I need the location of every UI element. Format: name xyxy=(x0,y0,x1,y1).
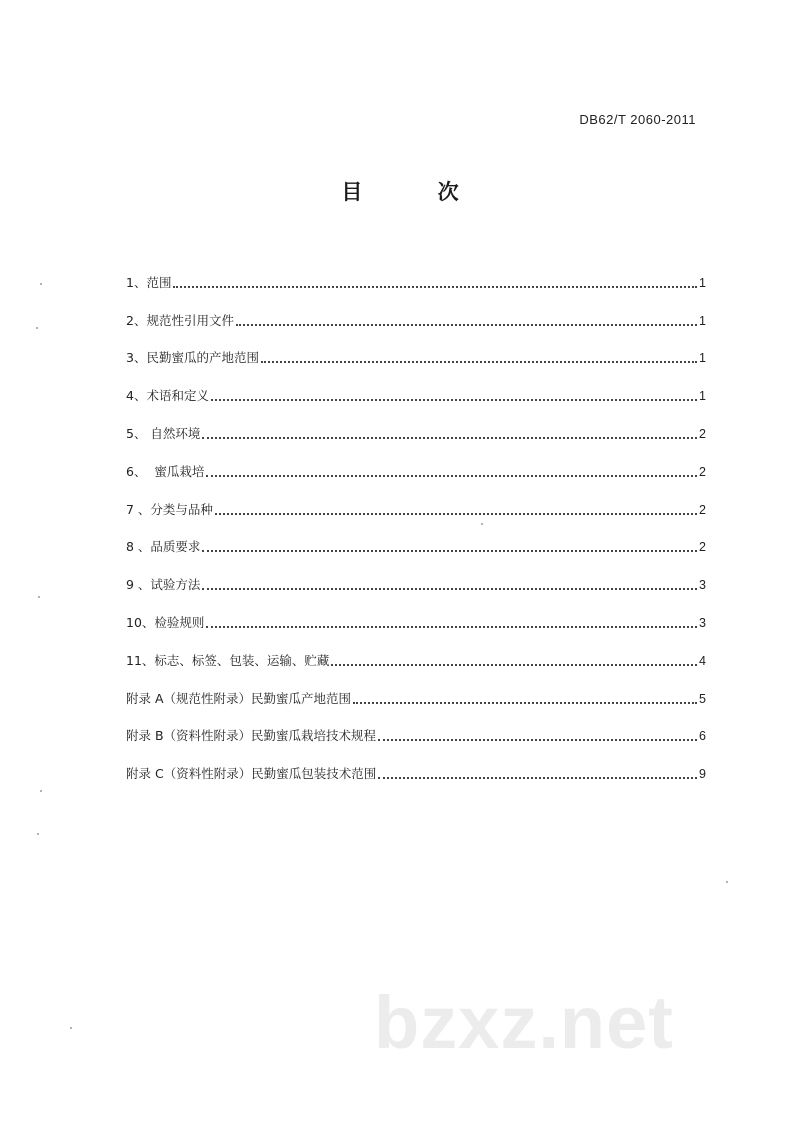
toc-dot-leader xyxy=(211,399,697,401)
toc-entry-label: 附录 C（资料性附录）民勤蜜瓜包装技术范围 xyxy=(126,766,377,782)
toc-dot-leader xyxy=(378,777,697,779)
watermark-text: bzxz.net xyxy=(374,981,674,1064)
toc-entry-page: 2 xyxy=(699,502,706,517)
scan-speck xyxy=(481,523,483,525)
toc-dot-leader xyxy=(236,324,697,326)
toc-entry xyxy=(126,331,706,369)
toc-entry-page: 1 xyxy=(699,351,706,366)
toc-entry xyxy=(126,709,706,747)
toc-entry xyxy=(126,520,706,558)
toc-entry-label: 附录 A（规范性附录）民勤蜜瓜产地范围 xyxy=(126,690,352,706)
toc-dot-leader xyxy=(261,361,697,363)
toc-entry-page: 6 xyxy=(699,729,706,744)
toc-entry-page: 3 xyxy=(699,578,706,593)
toc-entry xyxy=(126,633,706,671)
toc-entry-page: 1 xyxy=(699,275,706,290)
table-of-contents xyxy=(126,255,706,784)
toc-entry-label: 附录 B（资料性附录）民勤蜜瓜栽培技术规程 xyxy=(126,728,377,744)
toc-entry-label: 6、 蜜瓜栽培 xyxy=(126,463,205,479)
toc-entry-label: 7 、分类与品种 xyxy=(126,501,213,517)
toc-entry-label: 10、检验规则 xyxy=(126,614,205,630)
scan-speck xyxy=(38,596,40,598)
toc-entry-label: 9 、试验方法 xyxy=(126,577,201,593)
toc-entry-label: 4、术语和定义 xyxy=(126,388,209,404)
toc-entry-label: 11、标志、标签、包装、运输、贮藏 xyxy=(126,652,330,668)
toc-entry-page: 9 xyxy=(699,767,706,782)
scan-speck xyxy=(40,790,42,792)
toc-entry xyxy=(126,444,706,482)
toc-entry xyxy=(126,671,706,709)
toc-entry-page: 2 xyxy=(699,426,706,441)
toc-dot-leader xyxy=(331,664,697,666)
toc-entry-page: 3 xyxy=(699,615,706,630)
toc-dot-leader xyxy=(378,739,697,741)
toc-entry-page: 1 xyxy=(699,313,706,328)
scan-speck xyxy=(70,1027,72,1029)
toc-entry-label: 5、 自然环境 xyxy=(126,425,201,441)
toc-entry-label: 3、民勤蜜瓜的产地范围 xyxy=(126,350,259,366)
page-title: 目 次 xyxy=(341,180,493,204)
toc-entry-page: 2 xyxy=(699,540,706,555)
toc-entry xyxy=(126,406,706,444)
toc-entry-label: 2、规范性引用文件 xyxy=(126,312,234,328)
toc-entry xyxy=(126,557,706,595)
scan-speck xyxy=(40,283,42,285)
toc-entry-label: 1、范围 xyxy=(126,274,172,290)
toc-entry-page: 2 xyxy=(699,464,706,479)
toc-dot-leader xyxy=(202,550,697,552)
toc-dot-leader xyxy=(353,702,697,704)
toc-entry xyxy=(126,368,706,406)
scan-speck xyxy=(726,881,728,883)
toc-entry xyxy=(126,746,706,784)
toc-entry-page: 4 xyxy=(699,653,706,668)
toc-dot-leader xyxy=(202,588,697,590)
toc-dot-leader xyxy=(173,286,697,288)
scan-speck xyxy=(36,327,38,329)
document-code: DB62/T 2060-2011 xyxy=(579,112,696,127)
toc-entry xyxy=(126,293,706,331)
toc-entry-label: 8 、品质要求 xyxy=(126,539,201,555)
toc-dot-leader xyxy=(202,437,697,439)
toc-entry xyxy=(126,482,706,520)
toc-entry xyxy=(126,255,706,293)
toc-entry xyxy=(126,595,706,633)
toc-dot-leader xyxy=(206,626,697,628)
scan-speck xyxy=(37,833,39,835)
toc-entry-page: 1 xyxy=(699,389,706,404)
toc-entry-page: 5 xyxy=(699,691,706,706)
toc-dot-leader xyxy=(206,475,697,477)
toc-dot-leader xyxy=(215,513,697,515)
